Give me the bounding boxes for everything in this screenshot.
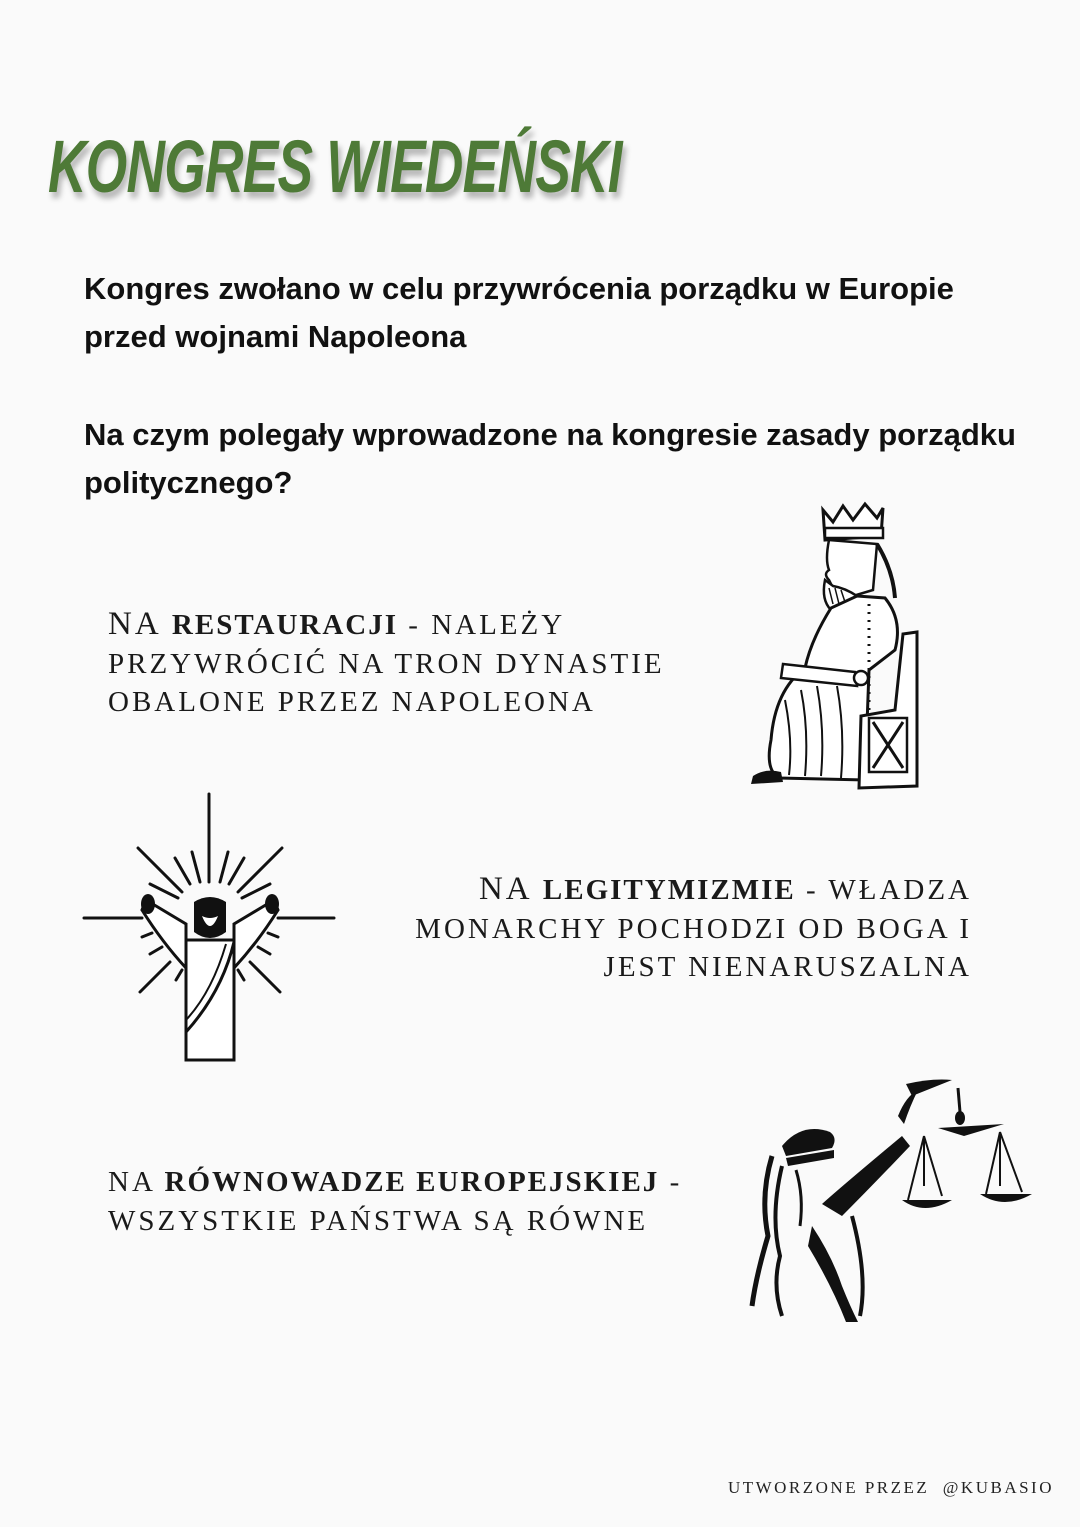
- author-credit: [728, 1478, 1054, 1498]
- principle-term: RÓWNOWADZE EUROPEJSKIEJ: [164, 1166, 660, 1198]
- principle-prefix: NA: [108, 606, 162, 642]
- principle-description: WŁADZA MONARCHY POCHODZI OD BOGA I JEST NIENARUSZALNA: [415, 874, 972, 983]
- principle-term: RESTAURACJI: [171, 609, 399, 641]
- intro-paragraph: Kongres zwołano w celu przywrócenia porządku w Europie przed wojnami Napoleona: [84, 271, 954, 354]
- principle-prefix: NA: [478, 871, 533, 907]
- principle-description: NALEŻY PRZYWRÓCIĆ NA TRON DYNASTIE OBALONE PRZEZ NAPOLEONA: [108, 609, 665, 718]
- principle-term: LEGITYMIZMIE: [542, 874, 796, 906]
- question-paragraph: Na czym polegały wprowadzone na kongresie zasady porządku politycznego?: [84, 417, 1016, 500]
- principle-restoration: [108, 605, 728, 722]
- principle-legitimism: [340, 870, 972, 987]
- credit-label: UTWORZONE PRZEZ: [727, 1478, 930, 1497]
- principle-separator: -: [398, 609, 432, 641]
- principle-separator: -: [795, 874, 829, 906]
- principle-description: WSZYSTKIE PAŃSTWA SĄ RÓWNE: [108, 1204, 649, 1237]
- page-title: KONGRES WIEDEŃSKI: [48, 124, 622, 208]
- radiant-jesus-icon: [82, 792, 337, 1064]
- principle-european-balance: [108, 1163, 748, 1240]
- author-handle: @KUBASIO: [942, 1478, 1054, 1497]
- lady-justice-scales-icon: [742, 1076, 1037, 1326]
- principle-prefix: NA: [108, 1166, 155, 1198]
- principle-separator: -: [659, 1166, 683, 1198]
- seated-king-icon: [745, 500, 925, 795]
